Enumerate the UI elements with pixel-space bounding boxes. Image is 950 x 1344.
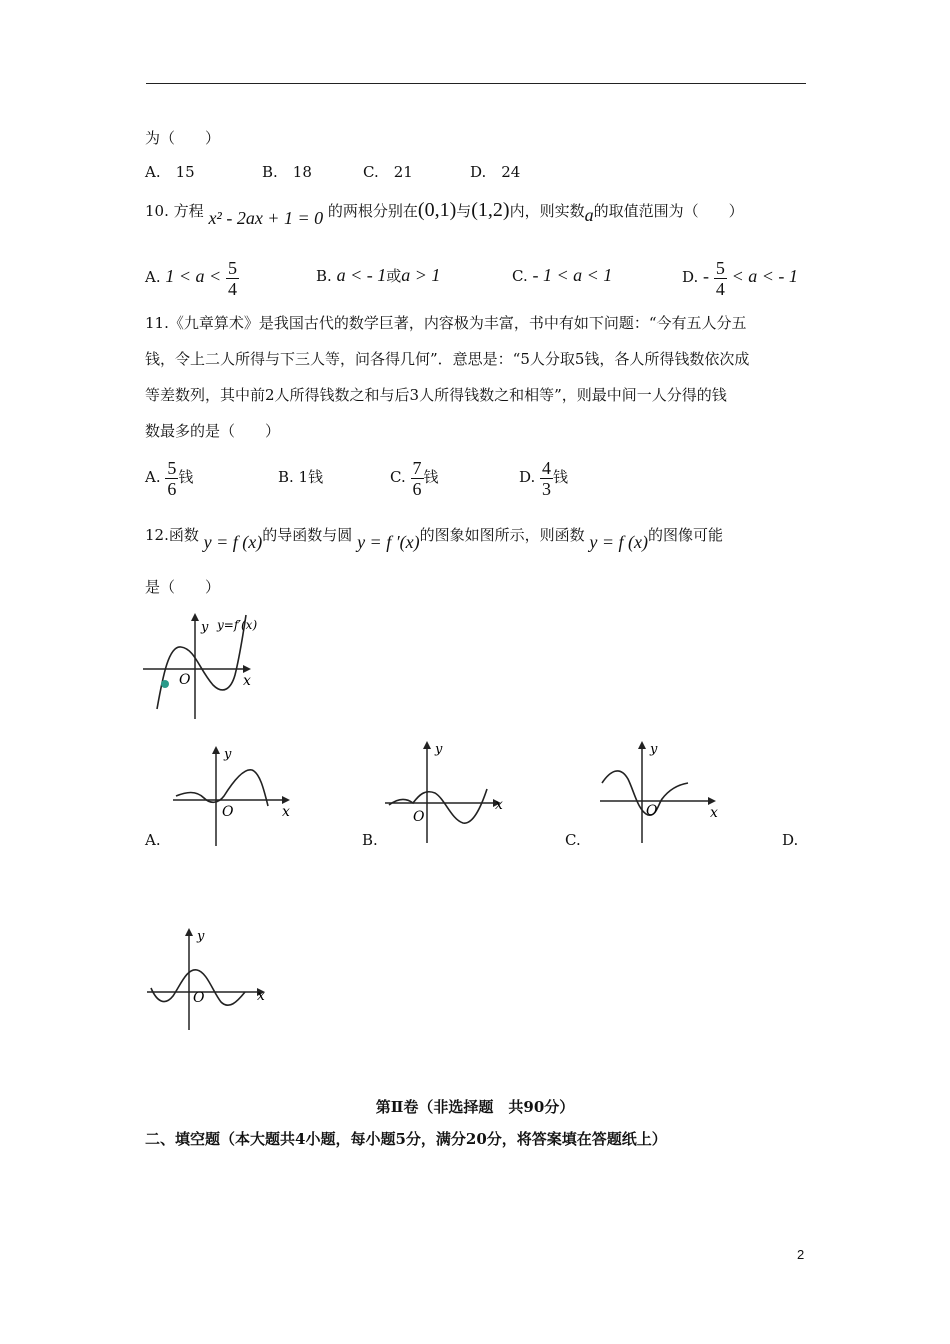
q12-option-b-label: B. — [362, 831, 378, 849]
q9-option-c: C. 21 — [363, 163, 413, 181]
q10-variable: a — [584, 205, 594, 225]
part2-title: 第Ⅱ卷（非选择题 共90分） — [375, 1098, 575, 1116]
origin-label: O — [193, 990, 205, 1006]
y-axis-arrow — [423, 741, 431, 749]
option-d-graph — [145, 922, 275, 1032]
q11-option-a — [145, 456, 193, 499]
graph-label: y=f′(x) — [217, 618, 258, 632]
q11-unit: 钱 — [178, 468, 194, 486]
q10-option-b-label: B. — [316, 267, 332, 285]
q11-line-3: 等差数列，其中前2人所得钱数之和与后3人所得钱数之和相等”，则最中间一人分得的钱 — [145, 386, 727, 404]
q9-option-b: B. 18 — [262, 163, 312, 181]
axis-label-x: x — [710, 805, 718, 821]
fraction-numerator: 5 — [227, 257, 237, 278]
q9-option-a: A. 15 — [145, 163, 195, 181]
y-axis-arrow — [185, 928, 193, 936]
x-axis-arrow — [708, 797, 716, 805]
q9-tail: 为（ ） — [145, 129, 221, 147]
q10-equation: x² - 2ax + 1 = 0 — [208, 208, 324, 228]
x-axis-arrow — [282, 796, 290, 804]
option-b-graph — [383, 735, 513, 845]
q10-option-d-fraction — [714, 258, 727, 299]
axis-label-x: x — [243, 673, 251, 689]
q10-text-5: 的取值范围为（ ） — [593, 202, 744, 220]
q12-text-4: 的图像可能 — [648, 526, 724, 544]
option-b-curve — [389, 789, 487, 823]
q11-option-d — [519, 456, 568, 499]
origin-label: O — [222, 804, 234, 820]
q10-option-b-expr-2: a > 1 — [401, 265, 441, 285]
q10-option-d-label: D. — [682, 268, 699, 286]
q11-line-2: 钱，令上二人所得与下三人等，问各得几何”．意思是：“5人分取5钱，各人所得钱数依次成 — [145, 350, 750, 368]
q12-formula-3: y = f (x) — [589, 532, 649, 552]
origin-label: O — [646, 803, 658, 819]
y-axis-arrow — [212, 746, 220, 754]
q10-option-d — [682, 255, 798, 299]
option-c-curve — [602, 771, 688, 815]
q10-option-c — [512, 265, 612, 286]
axis-label-x: x — [257, 988, 265, 1004]
q12-option-a-label: A. — [145, 831, 161, 849]
y-axis-arrow — [638, 741, 646, 749]
q11-line-1: 11.《九章算术》是我国古代的数学巨著，内容极为丰富，书中有如下问题：“今有五人分五 — [145, 314, 747, 332]
fraction-numerator: 5 — [167, 457, 177, 478]
q12-stem — [145, 524, 724, 552]
fraction-numerator: 4 — [542, 457, 552, 478]
q11-option-a-fraction — [165, 458, 178, 499]
axis-label-y: y — [197, 929, 205, 944]
q12-formula-2: y = f ′(x) — [357, 532, 420, 552]
q10-option-b-expr-1: a < - 1 — [336, 265, 387, 285]
q10-text-1: 方程 — [173, 202, 204, 220]
x-axis-arrow — [243, 665, 251, 673]
header-rule — [146, 83, 806, 84]
fraction-numerator: 7 — [412, 457, 422, 478]
origin-label: O — [413, 809, 425, 825]
q10-interval-2: (1,2) — [471, 199, 510, 221]
part2-section-heading: 二、填空题（本大题共4小题，每小题5分，满分20分，将答案填在答题纸上） — [145, 1130, 667, 1148]
q10-option-a-label: A. — [145, 268, 161, 286]
q10-number: 10. — [145, 202, 169, 220]
q12-text-1: 12.函数 — [145, 526, 199, 544]
q11-unit: 钱 — [553, 468, 569, 486]
fraction-denominator: 6 — [412, 478, 422, 499]
q11-option-c-fraction — [411, 458, 424, 499]
q11-option-b: B. 1钱 — [278, 468, 324, 486]
q10-text-4: 内，则实数 — [509, 202, 585, 220]
q10-option-a-expr: 1 < a < — [165, 266, 222, 286]
q11-line-4: 数最多的是（ ） — [145, 422, 281, 440]
q12-stem-end: 是（ ） — [145, 578, 221, 596]
option-a-graph — [168, 738, 298, 848]
derivative-graph — [143, 605, 283, 720]
origin-label: O — [179, 672, 191, 688]
q10-option-a — [145, 255, 239, 299]
q10-option-c-expr: - 1 < a < 1 — [532, 265, 613, 285]
q11-option-c-label: C. — [390, 468, 406, 486]
axis-label-y: y — [201, 620, 209, 635]
q12-text-2: 的导函数与圆 — [262, 526, 353, 544]
q12-option-d-label: D. — [782, 831, 799, 849]
fraction-denominator: 4 — [715, 278, 725, 299]
q11-option-d-label: D. — [519, 468, 536, 486]
q10-stem — [145, 199, 744, 228]
q11-option-a-label: A. — [145, 468, 161, 486]
q10-text-3: 与 — [456, 202, 472, 220]
q12-text-3: 的图象如图所示，则函数 — [419, 526, 585, 544]
q11-unit: 钱 — [423, 468, 439, 486]
q11-option-d-fraction — [540, 458, 553, 499]
mark-dot — [161, 680, 169, 688]
axis-label-y: y — [224, 747, 232, 762]
q10-option-b — [316, 265, 440, 286]
axis-label-x: x — [282, 804, 290, 820]
q12-formula-1: y = f (x) — [203, 532, 263, 552]
q11-option-c — [390, 456, 439, 499]
fraction-denominator: 4 — [227, 278, 237, 299]
axis-label-x: x — [495, 797, 503, 813]
q9-option-d: D. 24 — [470, 163, 521, 181]
q10-interval-1: (0,1) — [417, 199, 457, 221]
axis-label-y: y — [650, 742, 658, 757]
q12-option-c-label: C. — [565, 831, 581, 849]
fraction-denominator: 3 — [542, 478, 552, 499]
fraction-denominator: 6 — [167, 478, 177, 499]
q10-option-d-expr: < a < - 1 — [731, 266, 798, 286]
q10-option-c-label: C. — [512, 267, 528, 285]
option-c-graph — [596, 735, 726, 845]
fraction-numerator: 5 — [715, 257, 725, 278]
q10-option-b-or: 或 — [386, 267, 402, 285]
q10-option-a-fraction — [226, 258, 239, 299]
q10-text-2: 的两根分别在 — [327, 202, 418, 220]
page-number: 2 — [797, 1247, 805, 1262]
q10-option-d-minus: - — [703, 266, 710, 286]
axis-label-y: y — [435, 742, 443, 757]
y-axis-arrow — [191, 613, 199, 621]
